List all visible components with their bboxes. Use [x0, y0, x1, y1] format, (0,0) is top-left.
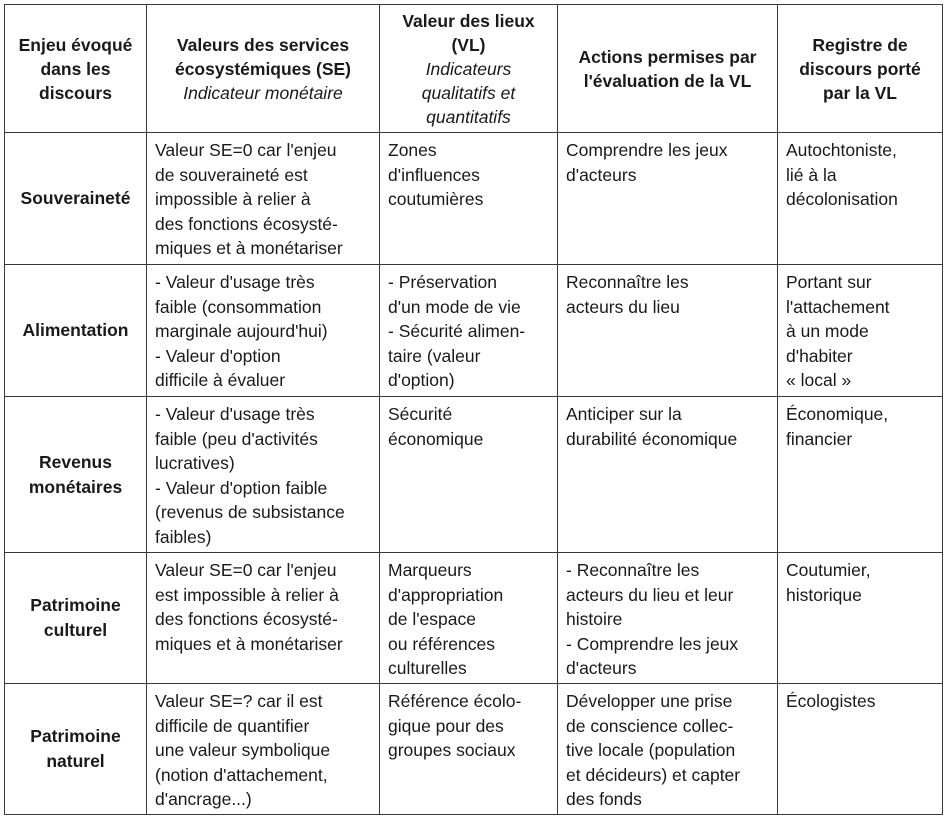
cell-line: - Comprendre les jeux [566, 633, 739, 654]
cell-actions [558, 553, 778, 684]
header-line: l'évaluation de la VL [583, 70, 752, 91]
cell-line: Coutumier, [786, 560, 871, 580]
cell-line: Patrimoine [30, 726, 121, 747]
cell-line: lié à la [786, 164, 837, 185]
header-line: Enjeu évoqué [18, 34, 133, 55]
cell-line: faible (peu d'activités [155, 428, 318, 449]
cell-line: Valeur SE=0 car l'enjeu [155, 560, 337, 580]
cell-registre [778, 553, 943, 684]
cell-line: d'acteurs [566, 164, 637, 185]
cell-se-value [147, 397, 380, 553]
header-se [147, 5, 380, 133]
header-enjeu [5, 5, 147, 133]
cell-actions [558, 684, 778, 815]
header-line: (VL) [451, 34, 486, 55]
cell-line: d'habiter [786, 345, 853, 366]
header-subtitle: qualitatifs et [421, 82, 516, 103]
values-table [4, 4, 943, 815]
cell-vl-indicator [380, 133, 558, 265]
cell-vl-indicator [380, 684, 558, 815]
cell-line: historique [786, 584, 862, 605]
cell-line: histoire [566, 609, 623, 630]
cell-actions [558, 265, 778, 397]
cell-line: Revenus [39, 451, 112, 472]
header-line: discours [39, 82, 112, 103]
cell-issue [5, 397, 147, 553]
table-row [5, 265, 943, 397]
cell-line: - Valeur d'option [155, 345, 281, 366]
cell-line: faible (consommation [155, 296, 322, 317]
cell-line: d'option) [388, 370, 455, 391]
cell-line: Portant sur [786, 272, 872, 292]
table-row [5, 133, 943, 265]
cell-line: miques et à monétariser [155, 633, 343, 654]
header-line: discours porté [799, 58, 921, 79]
cell-line: ou références [388, 633, 496, 654]
header-subtitle: Indicateurs [425, 58, 512, 79]
cell-line: acteurs du lieu [566, 296, 680, 317]
cell-line: l'attachement [786, 296, 890, 317]
cell-line: des fonctions écosysté- [155, 213, 338, 234]
cell-line: de l'espace [388, 609, 476, 630]
cell-line: faibles) [155, 526, 212, 547]
cell-line: Valeur SE=? car il est [155, 691, 323, 711]
cell-line: « local » [786, 370, 852, 391]
cell-line: gique pour des [388, 715, 504, 736]
cell-line: monétaires [28, 476, 123, 497]
cell-line: Patrimoine [30, 595, 121, 616]
cell-registre [778, 133, 943, 265]
cell-line: à un mode [786, 321, 869, 342]
table-row [5, 553, 943, 684]
header-line: écosystémiques (SE) [174, 58, 352, 79]
table-row [5, 397, 943, 553]
cell-line: coutumières [388, 189, 484, 210]
cell-line: impossible à relier à [155, 189, 311, 210]
cell-se-value [147, 553, 380, 684]
cell-line: de souveraineté est [155, 164, 308, 185]
cell-issue [5, 684, 147, 815]
cell-line: naturel [46, 750, 105, 771]
cell-line: groupes sociaux [388, 740, 516, 761]
cell-line: et décideurs) et capter [566, 764, 741, 785]
cell-line: financier [786, 428, 853, 449]
cell-line: Sécurité [388, 404, 453, 424]
cell-line: lucratives) [155, 453, 235, 474]
cell-line: est impossible à relier à [155, 584, 339, 605]
header-subtitle: quantitatifs [426, 106, 511, 127]
cell-line: une valeur symbolique [155, 740, 331, 761]
header-vl [380, 5, 558, 133]
cell-issue [5, 133, 147, 265]
cell-line: - Préservation [388, 272, 497, 292]
cell-se-value [147, 133, 380, 265]
cell-actions [558, 397, 778, 553]
cell-se-value [147, 684, 380, 815]
header-line: Actions permises par [578, 46, 757, 67]
header-registre [778, 5, 943, 133]
cell-line: Anticiper sur la [566, 404, 682, 424]
cell-line: d'ancrage...) [155, 789, 252, 810]
cell-registre [778, 265, 943, 397]
cell-line: Comprendre les jeux [566, 140, 728, 160]
header-line: Registre de [812, 34, 908, 55]
cell-line: Valeur SE=0 car l'enjeu [155, 140, 337, 160]
cell-line: - Valeur d'usage très [155, 404, 315, 424]
cell-line: (notion d'attachement, [155, 764, 328, 785]
cell-line: durabilité économique [566, 428, 738, 449]
cell-line: - Valeur d'usage très [155, 272, 315, 292]
cell-line: Zones [388, 140, 437, 160]
cell-line: Économique, [786, 404, 889, 424]
cell-line: décolonisation [786, 189, 898, 210]
cell-line: - Sécurité alimen- [388, 321, 526, 342]
header-line: Valeur des lieux [402, 10, 535, 31]
cell-line: - Reconnaître les [566, 560, 700, 580]
cell-line: (revenus de subsistance [155, 502, 345, 523]
cell-line: Alimentation [22, 320, 129, 341]
cell-line: d'influences [388, 164, 480, 185]
cell-line: des fonds [566, 789, 642, 810]
header-subtitle: Indicateur monétaire [183, 82, 343, 103]
cell-line: difficile de quantifier [155, 715, 310, 736]
header-row [5, 5, 943, 133]
cell-line: Développer une prise [566, 691, 733, 711]
cell-line: miques et à monétariser [155, 238, 343, 259]
cell-vl-indicator [380, 553, 558, 684]
cell-line: Autochtoniste, [786, 140, 897, 160]
cell-line: tive locale (population [566, 740, 736, 761]
table-row [5, 684, 943, 815]
cell-se-value [147, 265, 380, 397]
cell-line: Souveraineté [20, 188, 131, 209]
cell-line: d'un mode de vie [388, 296, 521, 317]
cell-line: d'appropriation [388, 584, 504, 605]
cell-line: Marqueurs [388, 560, 472, 580]
cell-line: économique [388, 428, 484, 449]
cell-vl-indicator [380, 397, 558, 553]
header-line: par la VL [823, 82, 897, 103]
cell-line: culturel [43, 620, 108, 640]
header-line: Valeurs des services [176, 34, 350, 55]
cell-line: taire (valeur [388, 345, 481, 366]
cell-vl-indicator [380, 265, 558, 397]
header-line: dans les [40, 58, 111, 79]
cell-line: marginale aujourd'hui) [155, 321, 328, 342]
cell-actions [558, 133, 778, 265]
table-body [5, 133, 943, 815]
cell-line: difficile à évaluer [155, 370, 286, 391]
cell-line: - Valeur d'option faible [155, 477, 328, 498]
cell-registre [778, 397, 943, 553]
cell-line: culturelles [388, 658, 467, 679]
cell-registre [778, 684, 943, 815]
cell-line: Référence écolo- [388, 691, 522, 711]
cell-line: d'acteurs [566, 658, 637, 679]
header-actions [558, 5, 778, 133]
cell-line: de conscience collec- [566, 715, 734, 736]
cell-issue [5, 553, 147, 684]
cell-line: des fonctions écosysté- [155, 609, 338, 630]
cell-issue [5, 265, 147, 397]
cell-line: Écologistes [786, 691, 876, 711]
cell-line: Reconnaître les [566, 272, 689, 292]
cell-line: acteurs du lieu et leur [566, 584, 734, 605]
